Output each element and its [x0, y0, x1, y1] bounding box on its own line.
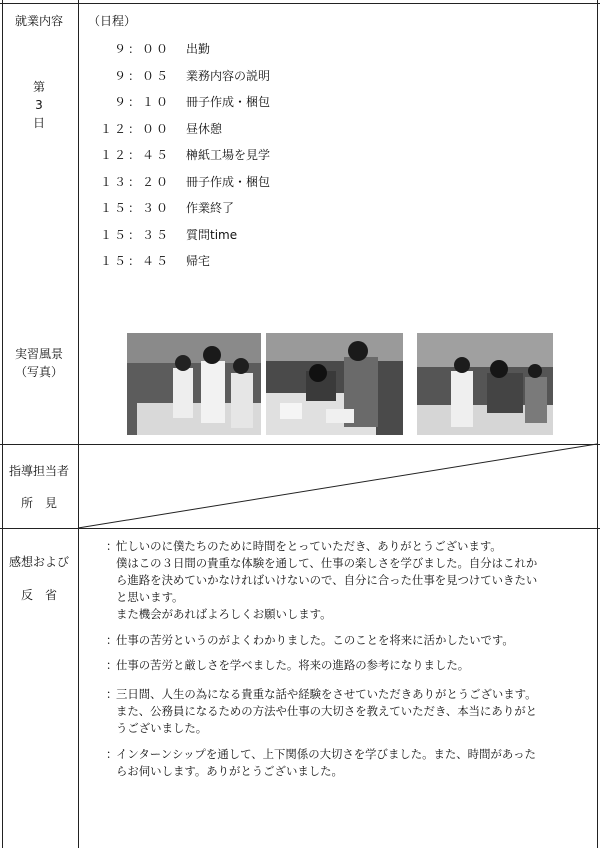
- schedule-desc: 業務内容の説明: [186, 68, 271, 83]
- schedule-time: １２：４５: [99, 148, 170, 162]
- comment-block: [106, 632, 596, 649]
- comment-bullet: ：: [106, 658, 118, 672]
- schedule-time: １５：３５: [99, 227, 170, 242]
- comment-block: [106, 686, 596, 737]
- schedule-time: １５：４５: [99, 254, 170, 268]
- comment-block: [106, 538, 596, 623]
- photo-label-2: （写真）: [14, 365, 63, 379]
- comment-line: 三日間、人生の為になる貴重な話や経験をさせていただきありがとうございます。: [116, 687, 537, 701]
- schedule-desc: 冊子作成・梱包: [186, 95, 271, 109]
- schedule-row: [90, 146, 390, 164]
- schedule-row: [90, 199, 390, 217]
- comment-line: らお伺いします。ありがとうございました。: [116, 764, 343, 778]
- day-label-2: 3: [35, 98, 43, 112]
- reflection-label-2: 反 省: [20, 588, 57, 602]
- schedule-time: ９：１０: [113, 95, 170, 109]
- schedule-row: [90, 226, 390, 244]
- schedule-time: １５：３０: [99, 201, 170, 215]
- comment-bullet: ：: [106, 633, 118, 647]
- comment-line: うございました。: [116, 721, 208, 735]
- photo-2: [266, 333, 403, 435]
- comment-line: と思います。: [116, 590, 184, 604]
- comment-bullet: ：: [106, 687, 118, 701]
- work-content-label: 就業内容: [14, 14, 63, 28]
- schedule-desc: 冊子作成・梱包: [186, 174, 271, 189]
- schedule-row: [90, 252, 390, 270]
- schedule-time: ９：０５: [113, 68, 170, 83]
- schedule-desc: 質問time: [186, 227, 238, 242]
- schedule-time: １３：２０: [99, 174, 170, 189]
- schedule-row: [90, 173, 390, 191]
- comment-line: また、公務員になるための方法や仕事の大切さを教えていただき、本当にありがと: [116, 704, 537, 718]
- comment-block: [106, 657, 596, 674]
- supervisor-label-1: 指導担当者: [8, 464, 69, 478]
- comment-line: 仕事の苦労と厳しさを学べました。将来の進路の参考になりました。: [116, 658, 470, 672]
- comment-line: また機会があればよろしくお願いします。: [116, 607, 332, 621]
- reflection-label-1: 感想および: [8, 555, 69, 569]
- comment-line: 僕はこの３日間の貴重な体験を通して、仕事の楽しさを学びました。自分はこれか: [116, 556, 538, 570]
- comment-line: ら進路を決めていかなければいけないので、自分に合った仕事を見つけていきたい: [116, 573, 538, 587]
- comment-block: [106, 746, 596, 780]
- schedule-desc: 作業終了: [186, 201, 235, 215]
- comment-bullet: ：: [106, 539, 118, 553]
- photo-label-1: 実習風景: [14, 347, 63, 361]
- supervisor-label-2: 所 見: [20, 496, 57, 510]
- comment-line: 仕事の苦労というのがよくわかりました。このことを将来に活かしたいです。: [116, 633, 514, 647]
- day-label-1: 第: [32, 80, 45, 94]
- day-label-3: 日: [32, 116, 45, 130]
- schedule-desc: 榊紙工場を見学: [186, 148, 271, 162]
- schedule-time: ９：００: [113, 42, 170, 56]
- photo-1: [127, 333, 261, 435]
- schedule-row: [90, 120, 390, 138]
- schedule-time: １２：００: [99, 121, 170, 136]
- comment-line: インターンシップを通して、上下関係の大切さを学びました。また、時間があった: [116, 747, 536, 761]
- schedule-desc: 昼休憩: [186, 121, 223, 136]
- comment-bullet: ：: [106, 747, 118, 761]
- comment-line: 忙しいのに僕たちのために時間をとっていただき、ありがとうございます。: [116, 539, 502, 553]
- schedule-row: [90, 40, 390, 58]
- schedule-desc: 帰宅: [186, 254, 211, 268]
- photo-3: [417, 333, 553, 435]
- schedule-desc: 出勤: [186, 42, 211, 56]
- schedule-row: [90, 93, 390, 111]
- schedule-row: [90, 67, 390, 85]
- schedule-heading: （日程）: [88, 14, 137, 28]
